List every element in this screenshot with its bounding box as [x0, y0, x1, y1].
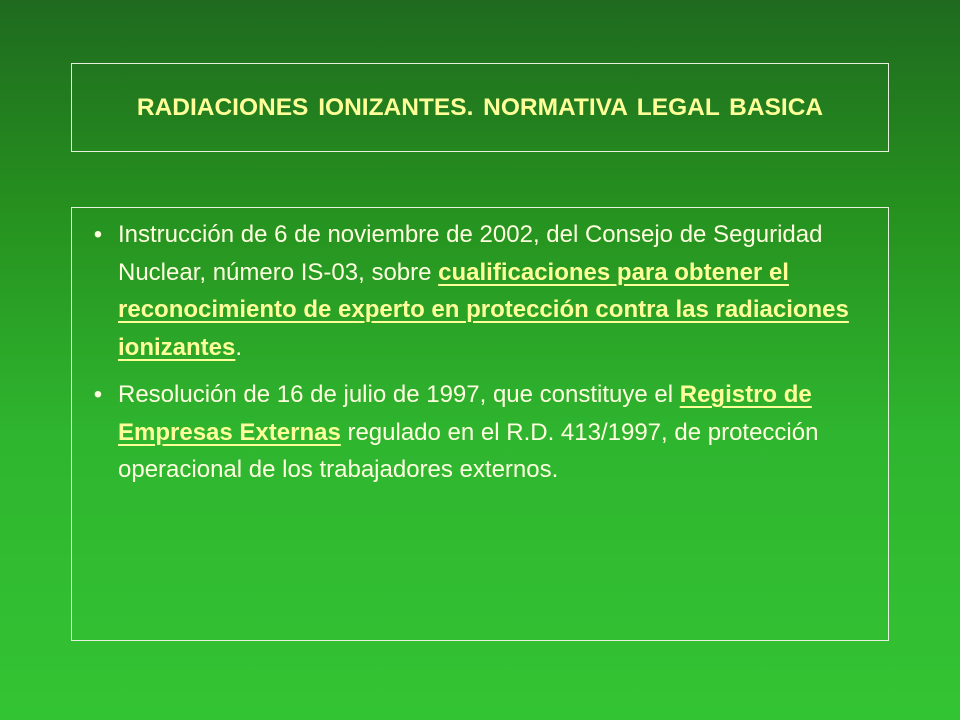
bullet-item-resolucion: [86, 376, 874, 489]
bullet-list: [86, 216, 874, 489]
slide-title: RADIACIONES IONIZANTES. NORMATIVA LEGAL BASICA: [136, 94, 824, 121]
bullet-text-before: Instrucción de 6 de noviembre de 2002, del Consejo de Seguridad Nuclear, número IS-03, sobre: [118, 221, 823, 286]
bullet-text-emphasis: Registro de Empresas Externas: [118, 381, 812, 446]
bullet-text-after: regulado en el R.D. 413/1997, de protección operacional de los trabajadores externos.: [118, 418, 819, 483]
bullet-text-before: Resolución de 16 de julio de 1997, que constituye el: [118, 381, 680, 408]
bullet-item-instruccion: [86, 216, 874, 366]
bullet-text-after: .: [235, 333, 243, 361]
slide-title-box: [71, 63, 889, 152]
bullet-icon: •: [93, 381, 103, 408]
slide-content-box: [71, 207, 889, 641]
bullet-text-emphasis: cualificaciones para obtener el reconocimiento de experto en protección contra las radiaciones ionizantes: [118, 258, 849, 361]
bullet-icon: •: [93, 221, 103, 248]
